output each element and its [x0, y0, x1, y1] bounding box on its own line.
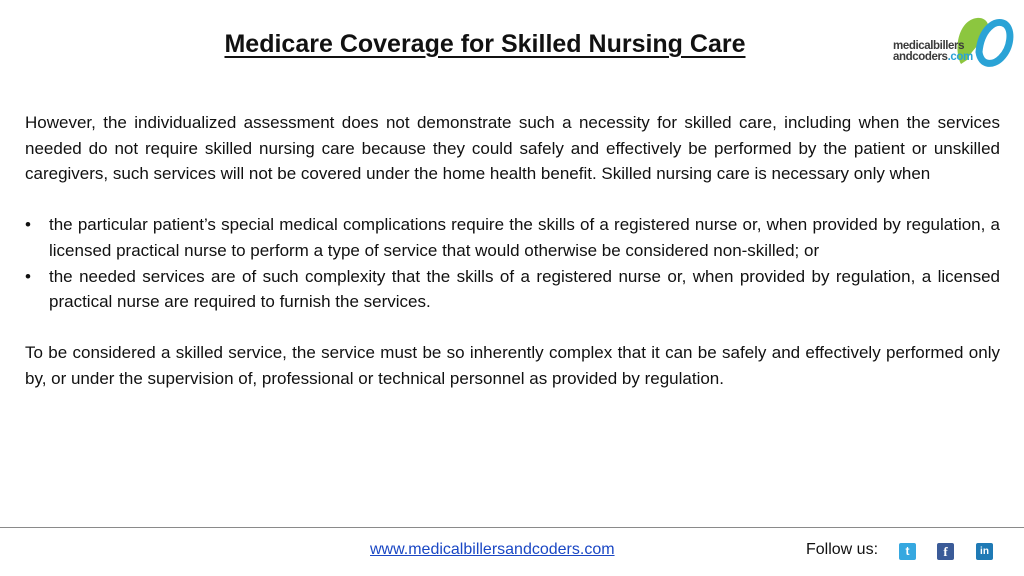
bullet-icon: • [25, 266, 31, 286]
logo-wordmark: medicalbillers andcoders.com [893, 40, 973, 63]
company-logo[interactable] [893, 12, 1015, 74]
list-item: • the particular patient’s special medical complications require the skills of a registered nurse or, when provided by regulation, a licensed practical nurse to perform a type of service that would otherwise be considered non-skilled; or [25, 212, 1000, 263]
footer-divider [0, 527, 1024, 528]
facebook-icon[interactable]: f [937, 543, 954, 560]
slide-title: Medicare Coverage for Skilled Nursing Care [224, 30, 746, 58]
twitter-icon[interactable]: t [899, 543, 916, 560]
bullet-icon: • [25, 215, 31, 235]
website-link[interactable]: www.medicalbillersandcoders.com [370, 541, 615, 558]
follow-us-label: Follow us: [806, 541, 879, 558]
list-item: • the needed services are of such complexity that the skills of a registered nurse or, when provided by regulation, a licensed practical nurse are required to furnish the services. [25, 264, 1000, 315]
conclusion-paragraph: To be considered a skilled service, the service must be so inherently complex that it can be safely and effectively performed only by, or under the supervision of, professional or technical personnel as provided by regulation. [25, 343, 1000, 388]
linkedin-icon[interactable]: in [976, 543, 993, 560]
condition-list [25, 212, 1000, 314]
slide-body [25, 110, 1000, 392]
intro-paragraph: However, the individualized assessment does not demonstrate such a necessity for skilled care, including when the services needed do not require skilled nursing care because they could safely and effectively be performed by the patient or unskilled caregivers, such services will not be covered under the home health benefit. Skilled nursing care is necessary only when [25, 113, 1000, 184]
